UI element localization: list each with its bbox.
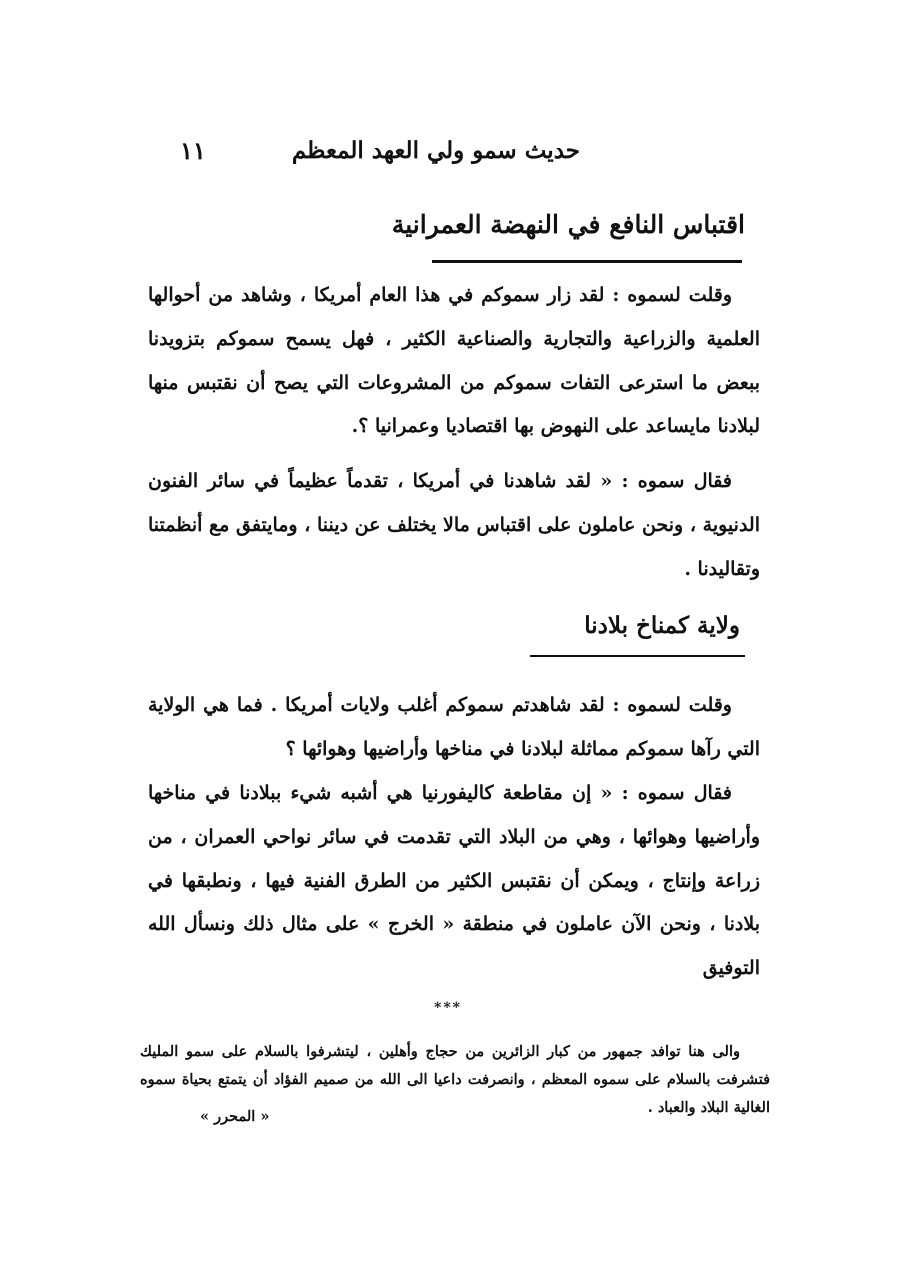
- paragraph: فقال سموه : « إن مقاطعة كاليفورنيا هي أشبه شيء ببلادنا في مناخها وأراضيها وهوائها ، وهي من البلاد التي تقدمت في سائر نواحي العمران ، من زراعة وإنتاج ، ويمكن أن نقتبس الكثير من الطرق الفنية فيها ، ونطبقها في بلادنا ، ونحن الآن عاملون في منطقة « الخرج » على مثال ذلك ونسأل الله التوفيق: [148, 782, 760, 980]
- page-number: ١١: [180, 135, 206, 165]
- running-title: حديث سمو ولي العهد المعظم: [291, 136, 580, 164]
- section-title-underline: [530, 655, 745, 657]
- paragraph: وقلت لسموه : لقد شاهدتم سموكم أغلب ولايات أمريكا . فما هي الولاية التي رآها سموكم مماثلة لبلادنا في مناخها وأراضيها وهوائها ؟: [148, 694, 760, 760]
- footnote-signature: « المحرر »: [200, 1108, 270, 1125]
- paragraph: فقال سموه : « لقد شاهدنا في أمريكا ، تقدماً عظيماً في سائر الفنون الدنيوية ، ونحن عاملون على اقتباس مالا يختلف عن ديننا ، ومايتفق مع أنظمتنا وتقاليدنا .: [148, 470, 760, 580]
- section-separator: ***: [434, 1000, 462, 1016]
- footnote: والى هنا توافد جمهور من كبار الزائرين من حجاج وأهلين ، ليتشرفوا بالسلام على سمو المليك فتشرفت بالسلام على سموه المعظم ، وانصرفت داعيا الى الله من صميم الفؤاد أن يتمتع بحياة سموه الغالية البلاد والعباد .: [140, 1043, 770, 1116]
- section-title: اقتباس النافع في النهضة العمرانية: [391, 210, 745, 239]
- section-title-underline: [432, 260, 742, 263]
- paragraph: وقلت لسموه : لقد زار سموكم في هذا العام أمريكا ، وشاهد من أحوالها العلمية والزراعية والتجارية والصناعية الكثير ، فهل يسمح سموكم بتزويدنا ببعض ما استرعى التفات سموكم من المشروعات التي يصح أن نقتبس منها لبلادنا مايساعد على النهوض بها اقتصاديا وعمرانيا ؟.: [148, 284, 760, 438]
- section-title: ولاية كمناخ بلادنا: [584, 612, 740, 639]
- page-header: [180, 130, 580, 170]
